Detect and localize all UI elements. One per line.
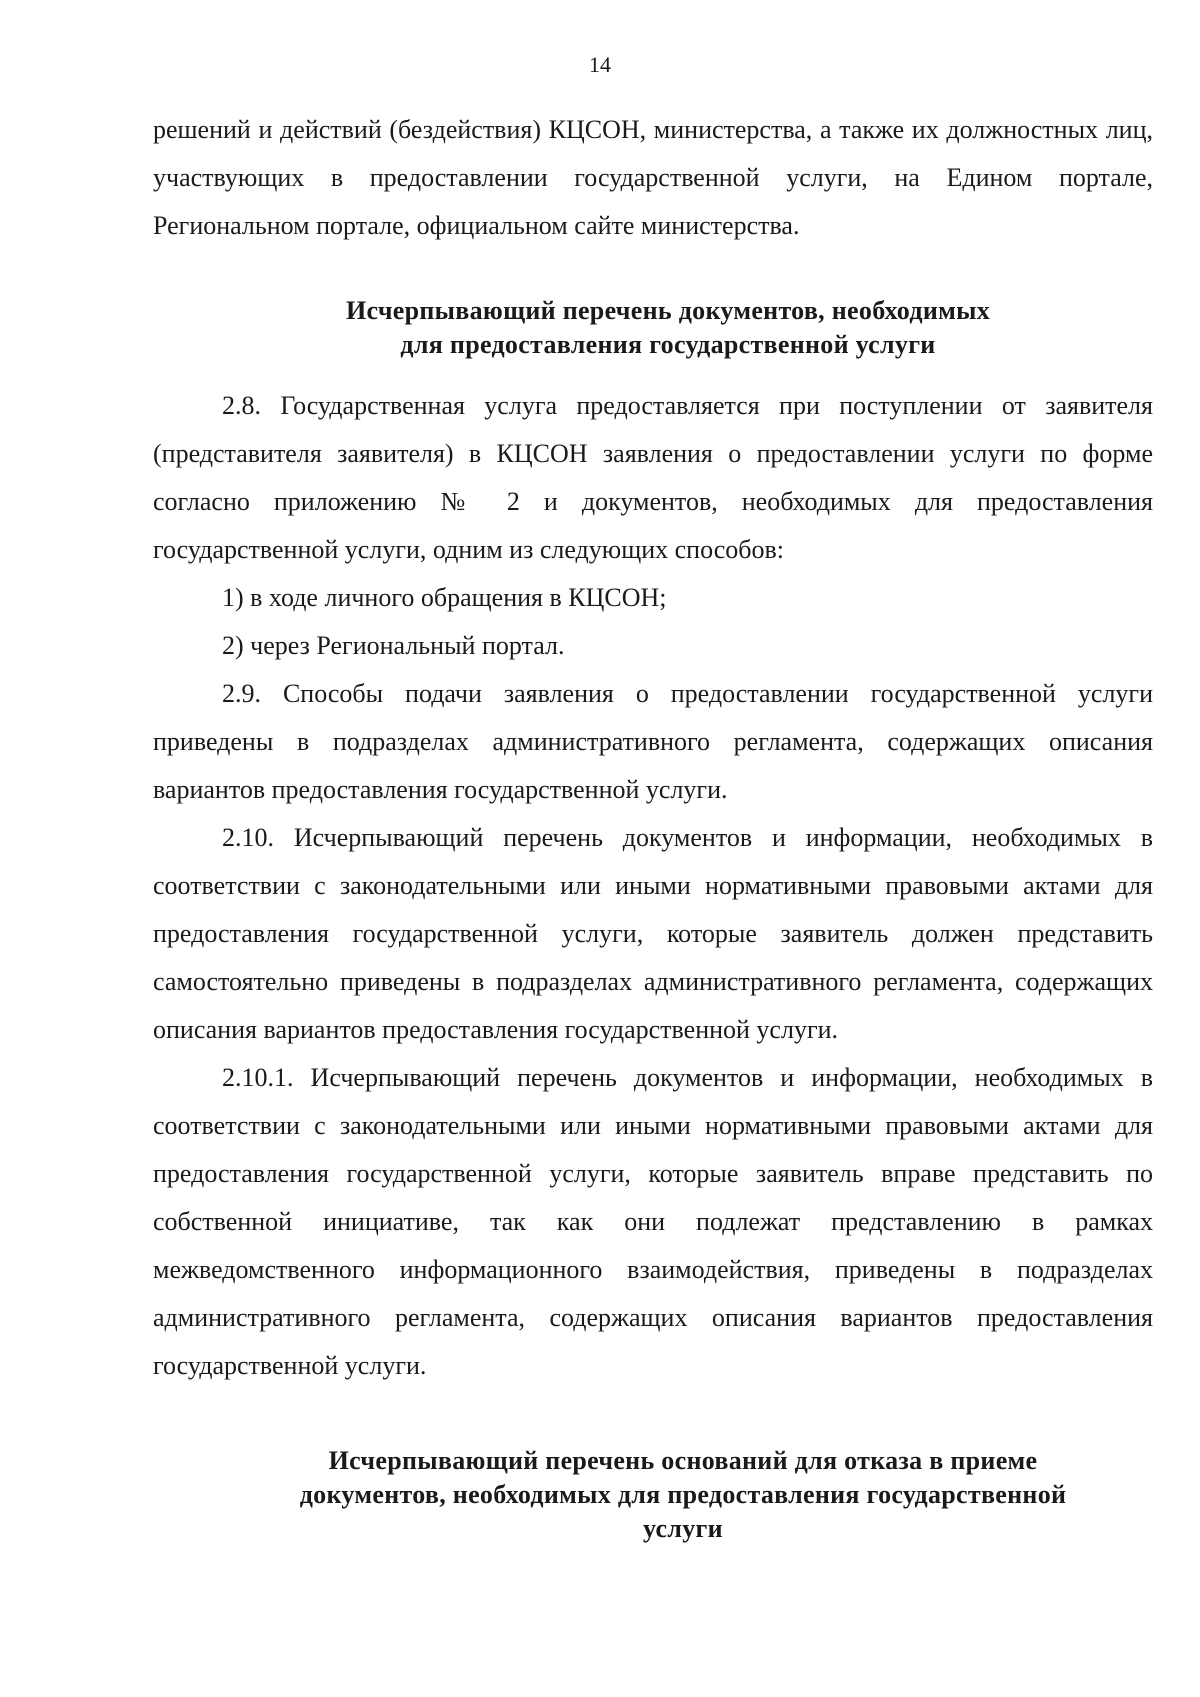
page-number: 14 <box>589 52 611 77</box>
heading-line: услуги <box>643 1514 723 1543</box>
heading-line: Исчерпывающий перечень документов, необходимых <box>345 296 991 325</box>
paragraph-2-10: 2.10. Исчерпывающий перечень документов и информации, необходимых в соответствии с законодательными или иными нормативными правовыми актами для предоставления государственной услуги, которые заявитель должен представить самостоятельно приведены в подразделах административного регламента, содержащих описания вариантов предоставления государственной услуги. <box>153 823 1153 1044</box>
paragraph-2-10-1: 2.10.1. Исчерпывающий перечень документов и информации, необходимых в соответствии с законодательными или иными нормативными правовыми актами для предоставления государственной услуги, которые заявитель вправе представить по собственной инициативе, так как они подлежат представлению в рамках межведомственного информационного взаимодействия, приведены в подразделах административного регламента, содержащих описания вариантов предоставления государственной услуги. <box>153 1063 1153 1380</box>
document-body <box>153 106 1153 1546</box>
list-item-1: 1) в ходе личного обращения в КЦСОН; <box>222 583 667 612</box>
heading-line: Исчерпывающий перечень оснований для отказа в приеме <box>328 1446 1038 1475</box>
section-heading-refusal-grounds <box>153 1444 1153 1546</box>
heading-line: документов, необходимых для предоставления государственной <box>299 1480 1067 1509</box>
paragraph-continuation: решений и действий (бездействия) КЦСОН, министерства, а также их должностных лиц, участвующих в предоставлении государственной услуги, на Едином портале, Региональном портале, официальном сайте министерства. <box>153 115 1153 240</box>
paragraph-2-8: 2.8. Государственная услуга предоставляется при поступлении от заявителя (представителя заявителя) в КЦСОН заявления о предоставлении услуги по форме согласно приложению № 2 и документов, необходимых для предоставления государственной услуги, одним из следующих способов: <box>153 391 1153 564</box>
section-heading-documents <box>153 294 1153 362</box>
list-item-2: 2) через Региональный портал. <box>222 631 565 660</box>
paragraph-2-9: 2.9. Способы подачи заявления о предоставлении государственной услуги приведены в подразделах административного регламента, содержащих описания вариантов предоставления государственной услуги. <box>153 679 1153 804</box>
heading-line: для предоставления государственной услуги <box>400 330 936 359</box>
